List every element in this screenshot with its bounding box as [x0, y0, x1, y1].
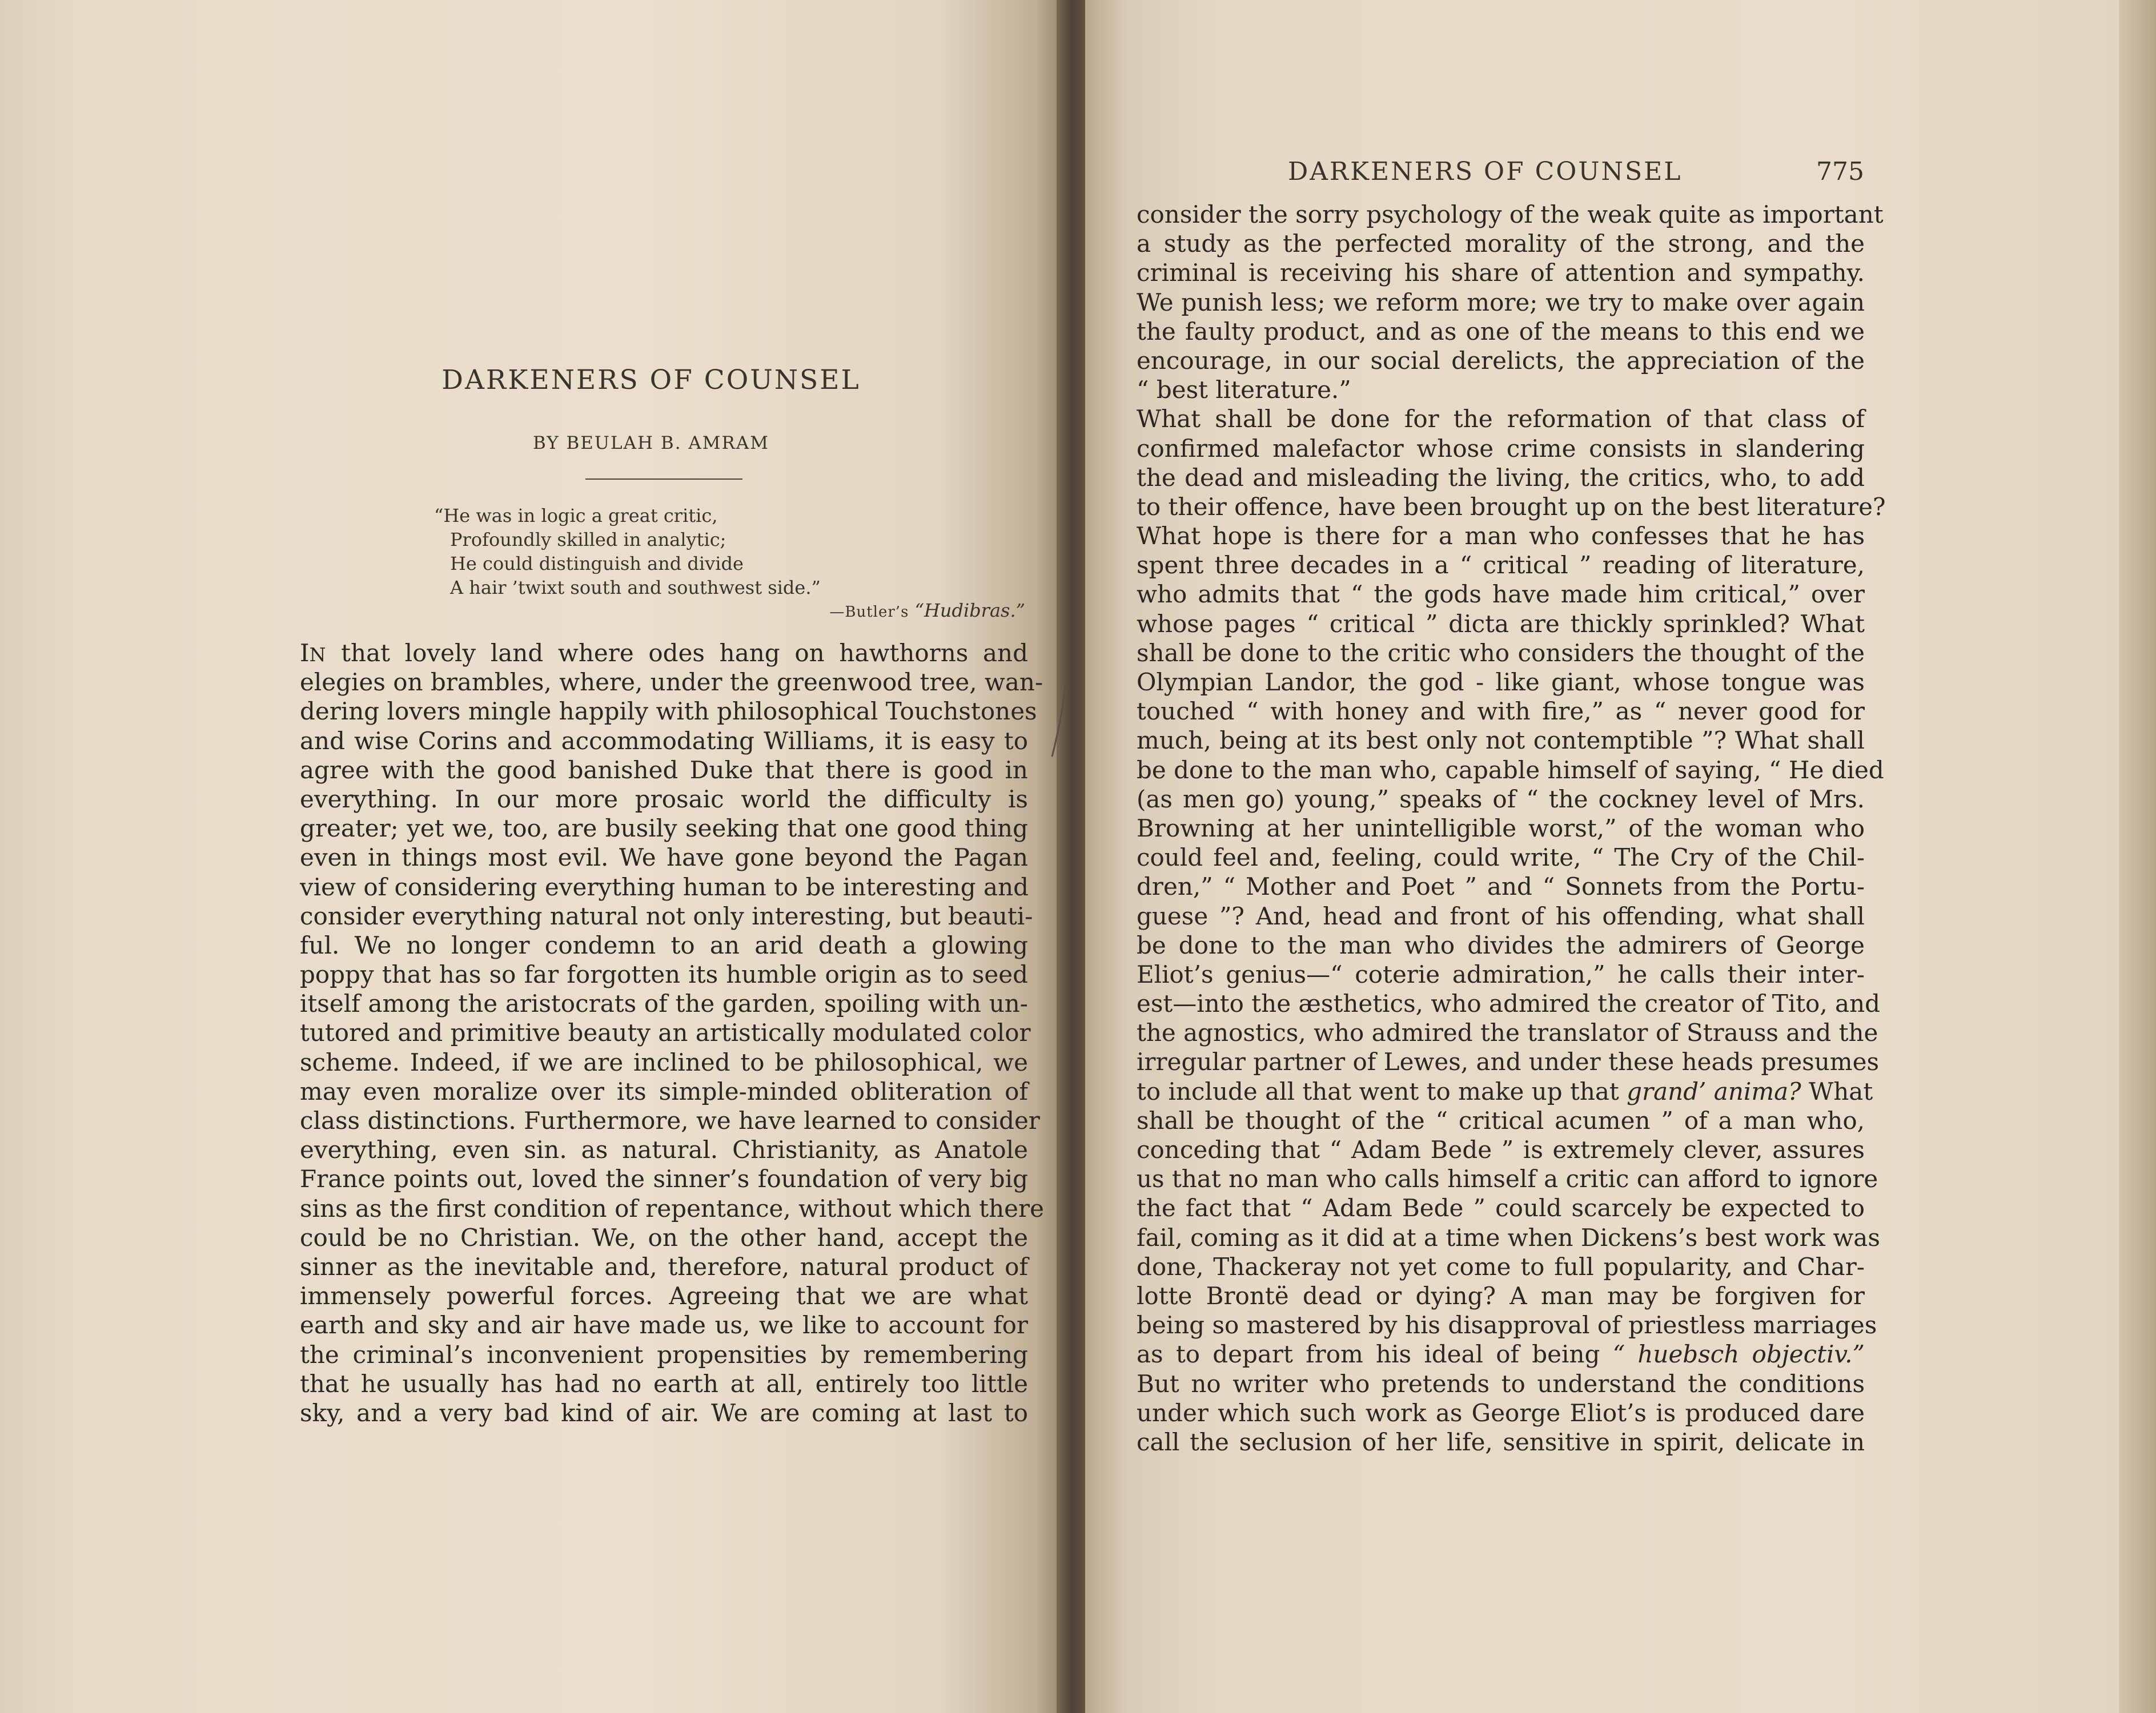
text-line: [300, 638, 1028, 667]
text-line-content: scheme. Indeed, if we are inclined to be philosophical, we: [300, 1048, 1028, 1076]
text-line-content: Browning at her unintelligible worst,” of the woman who: [1137, 814, 1865, 842]
text-line: [300, 1398, 1028, 1427]
attribution-work: “Hudibras.”: [914, 600, 1025, 621]
text-line: [300, 1077, 1028, 1106]
text-line-content: greater; yet we, too, are busily seeking that one good thing: [300, 814, 1028, 843]
text-line-content: dering lovers mingle happily with philosophical Touchstones: [300, 697, 1037, 726]
text-line: [1137, 1193, 1865, 1223]
text-line: [300, 1164, 1028, 1193]
epigraph-attribution: [605, 600, 1025, 621]
text-line-content: the dead and misleading the living, the critics, who, to add: [1137, 463, 1865, 492]
text-line: [1137, 726, 1865, 755]
text-line: [1137, 580, 1865, 609]
text-line-content: consider the sorry psychology of the weak quite as important: [1137, 200, 1884, 228]
text-line: [300, 785, 1028, 814]
text-line-content: the criminal’s inconvenient propensities by remembering: [300, 1340, 1028, 1369]
text-line-content: the faulty product, and as one of the means to this end we: [1137, 317, 1865, 345]
pencil-mark: [1049, 682, 1071, 762]
text-line-content: agree with the good banished Duke that there is good in: [300, 755, 1028, 784]
text-line-content: shall be done to the critic who considers the thought of the: [1137, 638, 1865, 667]
text-line-content: sky, and a very bad kind of air. We are coming at last to: [300, 1398, 1028, 1427]
text-line: [1137, 1223, 1880, 1252]
text-line: [300, 1135, 1028, 1164]
text-line-content: conceding that “ Adam Bede ” is extremely clever, assures: [1137, 1136, 1865, 1164]
text-line: [1137, 1164, 1878, 1193]
text-line: [300, 960, 1028, 989]
text-line-content: spent three decades in a “ critical ” reading of literature,: [1137, 551, 1865, 580]
text-line: [1137, 755, 1884, 785]
text-line-content: who admits that “ the gods have made him critical,” over: [1137, 580, 1865, 609]
text-line: [300, 726, 1028, 755]
text-line-content: sins as the first condition of repentance, without which there: [300, 1194, 1044, 1223]
text-line-content: be done to the man who, capable himself of saying, “ He died: [1137, 755, 1884, 784]
text-line-content: Eliot’s genius—“ coterie admiration,” he calls their inter-: [1137, 960, 1865, 988]
text-line-content: us that no man who calls himself a critic can afford to ignore: [1137, 1165, 1878, 1193]
text-line-content: the agnostics, who admired the translator of Strauss and the: [1137, 1019, 1878, 1047]
article-title: DARKENERS OF COUNSEL: [441, 364, 861, 396]
page-number: 775: [1816, 157, 1864, 186]
text-line: [300, 1048, 1028, 1077]
text-line: [1137, 550, 1865, 580]
running-head: DARKENERS OF COUNSEL: [1288, 157, 1683, 186]
text-line: [1137, 785, 1865, 814]
text-line-content: that he usually has had no earth at all, entirely too little: [300, 1369, 1028, 1398]
text-line-content: What shall be done for the reformation of that class of: [1137, 405, 1865, 433]
text-line-content: everything, even sin. as natural. Christianity, as Anatole: [300, 1136, 1028, 1164]
text-line: [1137, 346, 1865, 375]
text-line: [300, 989, 1028, 1018]
text-line-content: earth and sky and air have made us, we like to account for: [300, 1311, 1028, 1340]
text-line: [1137, 1077, 1873, 1106]
text-line: [1137, 814, 1865, 843]
text-line: [1137, 434, 1865, 463]
text-line: [1137, 609, 1865, 638]
text-line: [1137, 229, 1865, 258]
text-line: [1137, 931, 1865, 960]
text-line-content: could feel and, feeling, could write, “ The Cry of the Chil-: [1137, 843, 1865, 872]
epigraph: [434, 504, 1005, 600]
text-line: [1137, 1047, 1880, 1076]
text-line-content: view of considering everything human to be interesting and: [300, 872, 1029, 901]
dropcap: I: [300, 639, 310, 667]
after-italic: What: [1801, 1077, 1873, 1105]
text-line-content: dren,” “ Mother and Poet ” and “ Sonnets from the Portu-: [1137, 872, 1865, 901]
text-line: [1137, 521, 1865, 550]
text-line-content: ful. We no longer condemn to an arid death a glowing: [300, 931, 1028, 959]
text-line-content: fail, coming as it did at a time when Dickens’s best work was: [1137, 1223, 1880, 1252]
text-line: [1137, 1106, 1865, 1135]
text-line: [300, 1310, 1028, 1340]
text-line-content: sinner as the inevitable and, therefore, natural product of: [300, 1252, 1028, 1281]
text-line-content: France points out, loved the sinner’s foundation of very big: [300, 1165, 1028, 1193]
epigraph-line: He could distinguish and divide: [450, 553, 744, 574]
text-line: [1137, 463, 1865, 492]
text-line-content: lotte Brontë dead or dying? A man may be forgiven for: [1137, 1281, 1865, 1310]
text-line-content: under which such work as George Eliot’s is produced dare: [1137, 1398, 1865, 1427]
text-line: [300, 667, 1043, 697]
text-line: [1137, 1018, 1878, 1047]
first-line-text: that lovely land where odes hang on hawthorns and: [326, 639, 1028, 667]
text-line-content: the fact that “ Adam Bede ” could scarcely be expected to: [1137, 1194, 1865, 1223]
text-line: [1137, 317, 1865, 346]
text-line: [1137, 1135, 1865, 1164]
text-line-content: much, being at its best only not contemptible ”? What shall: [1137, 726, 1865, 755]
text-line: [1137, 1427, 1865, 1457]
text-line: [1137, 697, 1865, 726]
left-body-text: [300, 638, 1044, 1427]
text-line-content: (as men go) young,” speaks of “ the cockney level of Mrs.: [1137, 785, 1865, 813]
text-line: [300, 1281, 1028, 1310]
text-line-content: criminal is receiving his share of attention and sympathy.: [1137, 259, 1865, 287]
text-line-content: everything. In our more prosaic world the difficulty is: [300, 785, 1028, 813]
text-line: [1137, 1398, 1865, 1427]
text-line-content: consider everything natural not only interesting, but beauti-: [300, 902, 1033, 930]
text-line-content: immensely powerful forces. Agreeing that we are what: [300, 1282, 1028, 1310]
text-line: [1137, 960, 1865, 989]
text-line-content: class distinctions. Furthermore, we have learned to consider: [300, 1107, 1040, 1135]
text-line: [300, 755, 1028, 785]
text-line-content: be done to the man who divides the admirers of George: [1137, 931, 1865, 959]
text-line: [1137, 375, 1865, 404]
text-line-content: call the seclusion of her life, sensitive in spirit, delicate in: [1137, 1427, 1865, 1456]
text-line-content: poppy that has so far forgotten its humble origin as to seed: [300, 960, 1028, 989]
text-line-content: elegies on brambles, where, under the greenwood tree, wan-: [300, 668, 1043, 697]
text-line-content: est—into the æsthetics, who admired the creator of Tito, and: [1137, 990, 1880, 1018]
article-byline: BY BEULAH B. AMRAM: [532, 433, 770, 453]
text-line: [300, 1223, 1028, 1252]
text-line-content: encourage, in our social derelicts, the appreciation of the: [1137, 346, 1865, 375]
text-line-content: But no writer who pretends to understand the conditions: [1137, 1369, 1865, 1398]
text-line: [1137, 258, 1865, 287]
text-line: [1137, 667, 1865, 697]
text-line-content: to include all that went to make up that: [1137, 1077, 1627, 1105]
text-line: [1137, 843, 1865, 872]
text-line-content: Olympian Landor, the god - like giant, whose tongue was: [1137, 668, 1865, 696]
text-line-content: irregular partner of Lewes, and under these heads presumes: [1137, 1048, 1880, 1076]
text-line: [1137, 1369, 1865, 1398]
text-line-content: could be no Christian. We, on the other hand, accept the: [300, 1223, 1028, 1252]
text-line-content: and wise Corins and accommodating Williams, it is easy to: [300, 726, 1028, 755]
text-line: [1137, 1340, 1865, 1369]
text-line-content: guese ”? And, head and front of his offending, what shall: [1137, 902, 1865, 930]
text-line: [1137, 1281, 1865, 1310]
text-line-content: “ best literature.”: [1137, 376, 1351, 404]
text-line: [1137, 1310, 1877, 1340]
text-line: [1137, 989, 1880, 1018]
text-line-content: even in things most evil. We have gone beyond the Pagan: [300, 843, 1028, 872]
text-line-content: being so mastered by his disapproval of priestless marriages: [1137, 1311, 1877, 1340]
attribution-author: —Butler’s: [829, 604, 909, 621]
text-line-content: touched “ with honey and with fire,” as “ never good for: [1137, 697, 1865, 726]
text-line: [1137, 902, 1865, 931]
text-line-content: whose pages “ critical ” dicta are thickly sprinkled? What: [1137, 609, 1865, 638]
text-line: [1137, 638, 1865, 667]
text-line-content: shall be thought of the “ critical acumen ” of a man who,: [1137, 1106, 1865, 1135]
text-line-content: done, Thackeray not yet come to full popularity, and Char-: [1137, 1252, 1865, 1281]
italic-phrase: “ huebsch objectiv.”: [1612, 1340, 1865, 1369]
text-line: [1137, 288, 1865, 317]
page-edge: [2119, 0, 2156, 1713]
text-line: [300, 814, 1028, 843]
text-line-content: What hope is there for a man who confesses that he has: [1137, 522, 1865, 550]
text-line: [300, 872, 1028, 902]
text-line: [300, 1194, 1044, 1223]
text-line: [300, 902, 1033, 931]
text-line: [300, 1340, 1028, 1369]
text-line: [300, 1018, 1031, 1047]
text-line: [300, 1369, 1028, 1398]
text-line-content: to their offence, have been brought up on the best literature?: [1137, 492, 1886, 521]
text-line-content: confirmed malefactor whose crime consists in slandering: [1137, 434, 1865, 463]
title-divider: [585, 478, 742, 480]
text-line-content: tutored and primitive beauty an artistically modulated color: [300, 1019, 1031, 1047]
text-line-content: itself among the aristocrats of the garden, spoiling with un-: [300, 990, 1028, 1018]
epigraph-line: “He was in logic a great critic,: [434, 505, 718, 526]
right-body-text: [1137, 200, 1886, 1457]
text-line: [300, 1252, 1028, 1281]
text-line-content: We punish less; we reform more; we try to make over again: [1137, 288, 1865, 316]
text-line: [1137, 404, 1865, 433]
text-line: [300, 843, 1028, 872]
text-line: [300, 1106, 1040, 1135]
text-line: [1137, 1252, 1865, 1281]
text-line: [1137, 492, 1886, 521]
text-line: [300, 931, 1028, 960]
italic-phrase: grand’ anima?: [1627, 1077, 1801, 1105]
text-line: [1137, 200, 1884, 229]
epigraph-line: A hair ’twixt south and southwest side.”: [450, 577, 821, 598]
text-line: [1137, 872, 1865, 901]
dropcap-rest: N: [309, 644, 327, 666]
epigraph-line: Profoundly skilled in analytic;: [450, 529, 726, 550]
text-line-content: may even moralize over its simple-minded obliteration of: [300, 1077, 1028, 1105]
text-line-content: as to depart from his ideal of being: [1137, 1340, 1613, 1369]
text-line: [300, 697, 1037, 726]
text-line-content: a study as the perfected morality of the strong, and the: [1137, 230, 1865, 258]
